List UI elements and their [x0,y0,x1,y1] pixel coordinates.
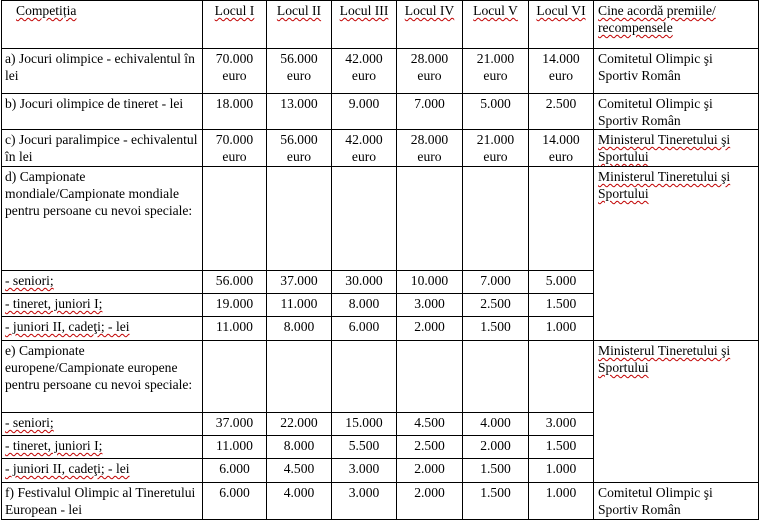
row-label: c) Jocuri paralimpice - echivalentul în lei [2,130,203,167]
cell-value: 1.500 [463,317,529,341]
cell-value: 2.000 [397,483,463,520]
cell-value: 1.000 [529,459,594,483]
cell-value: 4.500 [397,413,463,436]
cell-value: 11.000 [203,317,267,341]
cell-value: 9.000 [332,94,397,130]
cell-value: 70.000 euro [203,49,267,94]
row-label: d) Campionate mondiale/Campionate mondiale pentru persoane cu nevoi speciale: [2,167,203,271]
cell-value: 5.000 [529,271,594,294]
cell-value: 5.500 [332,436,397,459]
cell-value: 42.000 euro [332,130,397,167]
row-awarder: Comitetul Olimpic şi Sportiv Român [594,483,759,520]
row-awarder: Ministerul Tineretului şi Sportului [594,341,759,483]
cell-value: 8.000 [267,317,332,341]
cell-value: 6.000 [203,483,267,520]
header-place-6: Locul VI [529,1,594,49]
cell-value: 1.500 [463,483,529,520]
cell-value: 56.000 euro [267,130,332,167]
cell-value: 42.000 euro [332,49,397,94]
table-row [2,49,759,94]
cell-value: 7.000 [463,271,529,294]
cell-value: 4.000 [463,413,529,436]
row-label: f) Festivalul Olimpic al Tineretului European - lei [2,483,203,520]
table-row [2,94,759,130]
table-row [2,341,759,413]
cell-value: 3.000 [332,483,397,520]
cell-value: 2.500 [529,94,594,130]
header-competition: Competiția [2,1,203,49]
row-label: - seniori; [2,271,203,294]
row-awarder: Ministerul Tineretului şi Sportului [594,167,759,341]
row-label: - juniori II, cadeţi; - lei [2,459,203,483]
cell-value: 2.000 [397,459,463,483]
table-row [2,167,759,271]
row-label: - tineret, juniori I; [2,294,203,317]
cell-value: 11.000 [203,436,267,459]
row-label: a) Jocuri olimpice - echivalentul în lei [2,49,203,94]
row-label: - juniori II, cadeţi; - lei [2,317,203,341]
cell-value: 4.000 [267,483,332,520]
cell-value: 14.000 euro [529,49,594,94]
cell-value: 21.000 euro [463,49,529,94]
cell-value: 13.000 [267,94,332,130]
cell-value: 10.000 [397,271,463,294]
cell-value: 2.000 [397,317,463,341]
cell-value: 2.000 [463,436,529,459]
cell-value: 2.500 [397,436,463,459]
row-awarder: Comitetul Olimpic şi Sportiv Român [594,94,759,130]
cell-value: 18.000 [203,94,267,130]
cell-value: 8.000 [332,294,397,317]
prize-table [1,0,759,520]
cell-value: 19.000 [203,294,267,317]
header-place-4: Locul IV [397,1,463,49]
table-row [2,130,759,167]
cell-value: 37.000 [203,413,267,436]
cell-value: 3.000 [332,459,397,483]
header-place-5: Locul V [463,1,529,49]
cell-value: 21.000 euro [463,130,529,167]
header-row [2,1,759,49]
cell-value: 6.000 [203,459,267,483]
table-row [2,483,759,520]
header-place-3: Locul III [332,1,397,49]
cell-value: 1.500 [529,436,594,459]
cell-value: 2.500 [463,294,529,317]
cell-value: 3.000 [397,294,463,317]
cell-value: 1.000 [529,317,594,341]
cell-value: 11.000 [267,294,332,317]
cell-value: 37.000 [267,271,332,294]
cell-value: 1.500 [529,294,594,317]
row-label: b) Jocuri olimpice de tineret - lei [2,94,203,130]
cell-value: 3.000 [529,413,594,436]
cell-value: 30.000 [332,271,397,294]
row-label: e) Campionate europene/Campionate europene pentru persoane cu nevoi speciale: [2,341,203,413]
cell-value: 4.500 [267,459,332,483]
header-place-2: Locul II [267,1,332,49]
cell-value: 1.000 [529,483,594,520]
cell-value: 6.000 [332,317,397,341]
row-label: - tineret, juniori I; [2,436,203,459]
row-awarder: Ministerul Tineretului şi Sportului [594,130,759,167]
cell-value: 5.000 [463,94,529,130]
row-label: - seniori; [2,413,203,436]
header-awarded-by: Cine acordă premiile/ recompensele [594,1,759,49]
cell-value: 28.000 euro [397,130,463,167]
header-place-1: Locul I [203,1,267,49]
cell-value: 15.000 [332,413,397,436]
cell-value: 14.000 euro [529,130,594,167]
cell-value: 8.000 [267,436,332,459]
cell-value: 56.000 [203,271,267,294]
cell-value: 1.500 [463,459,529,483]
row-awarder: Comitetul Olimpic şi Sportiv Român [594,49,759,94]
cell-value: 28.000 euro [397,49,463,94]
cell-value: 70.000 euro [203,130,267,167]
cell-value: 56.000 euro [267,49,332,94]
cell-value: 22.000 [267,413,332,436]
cell-value: 7.000 [397,94,463,130]
